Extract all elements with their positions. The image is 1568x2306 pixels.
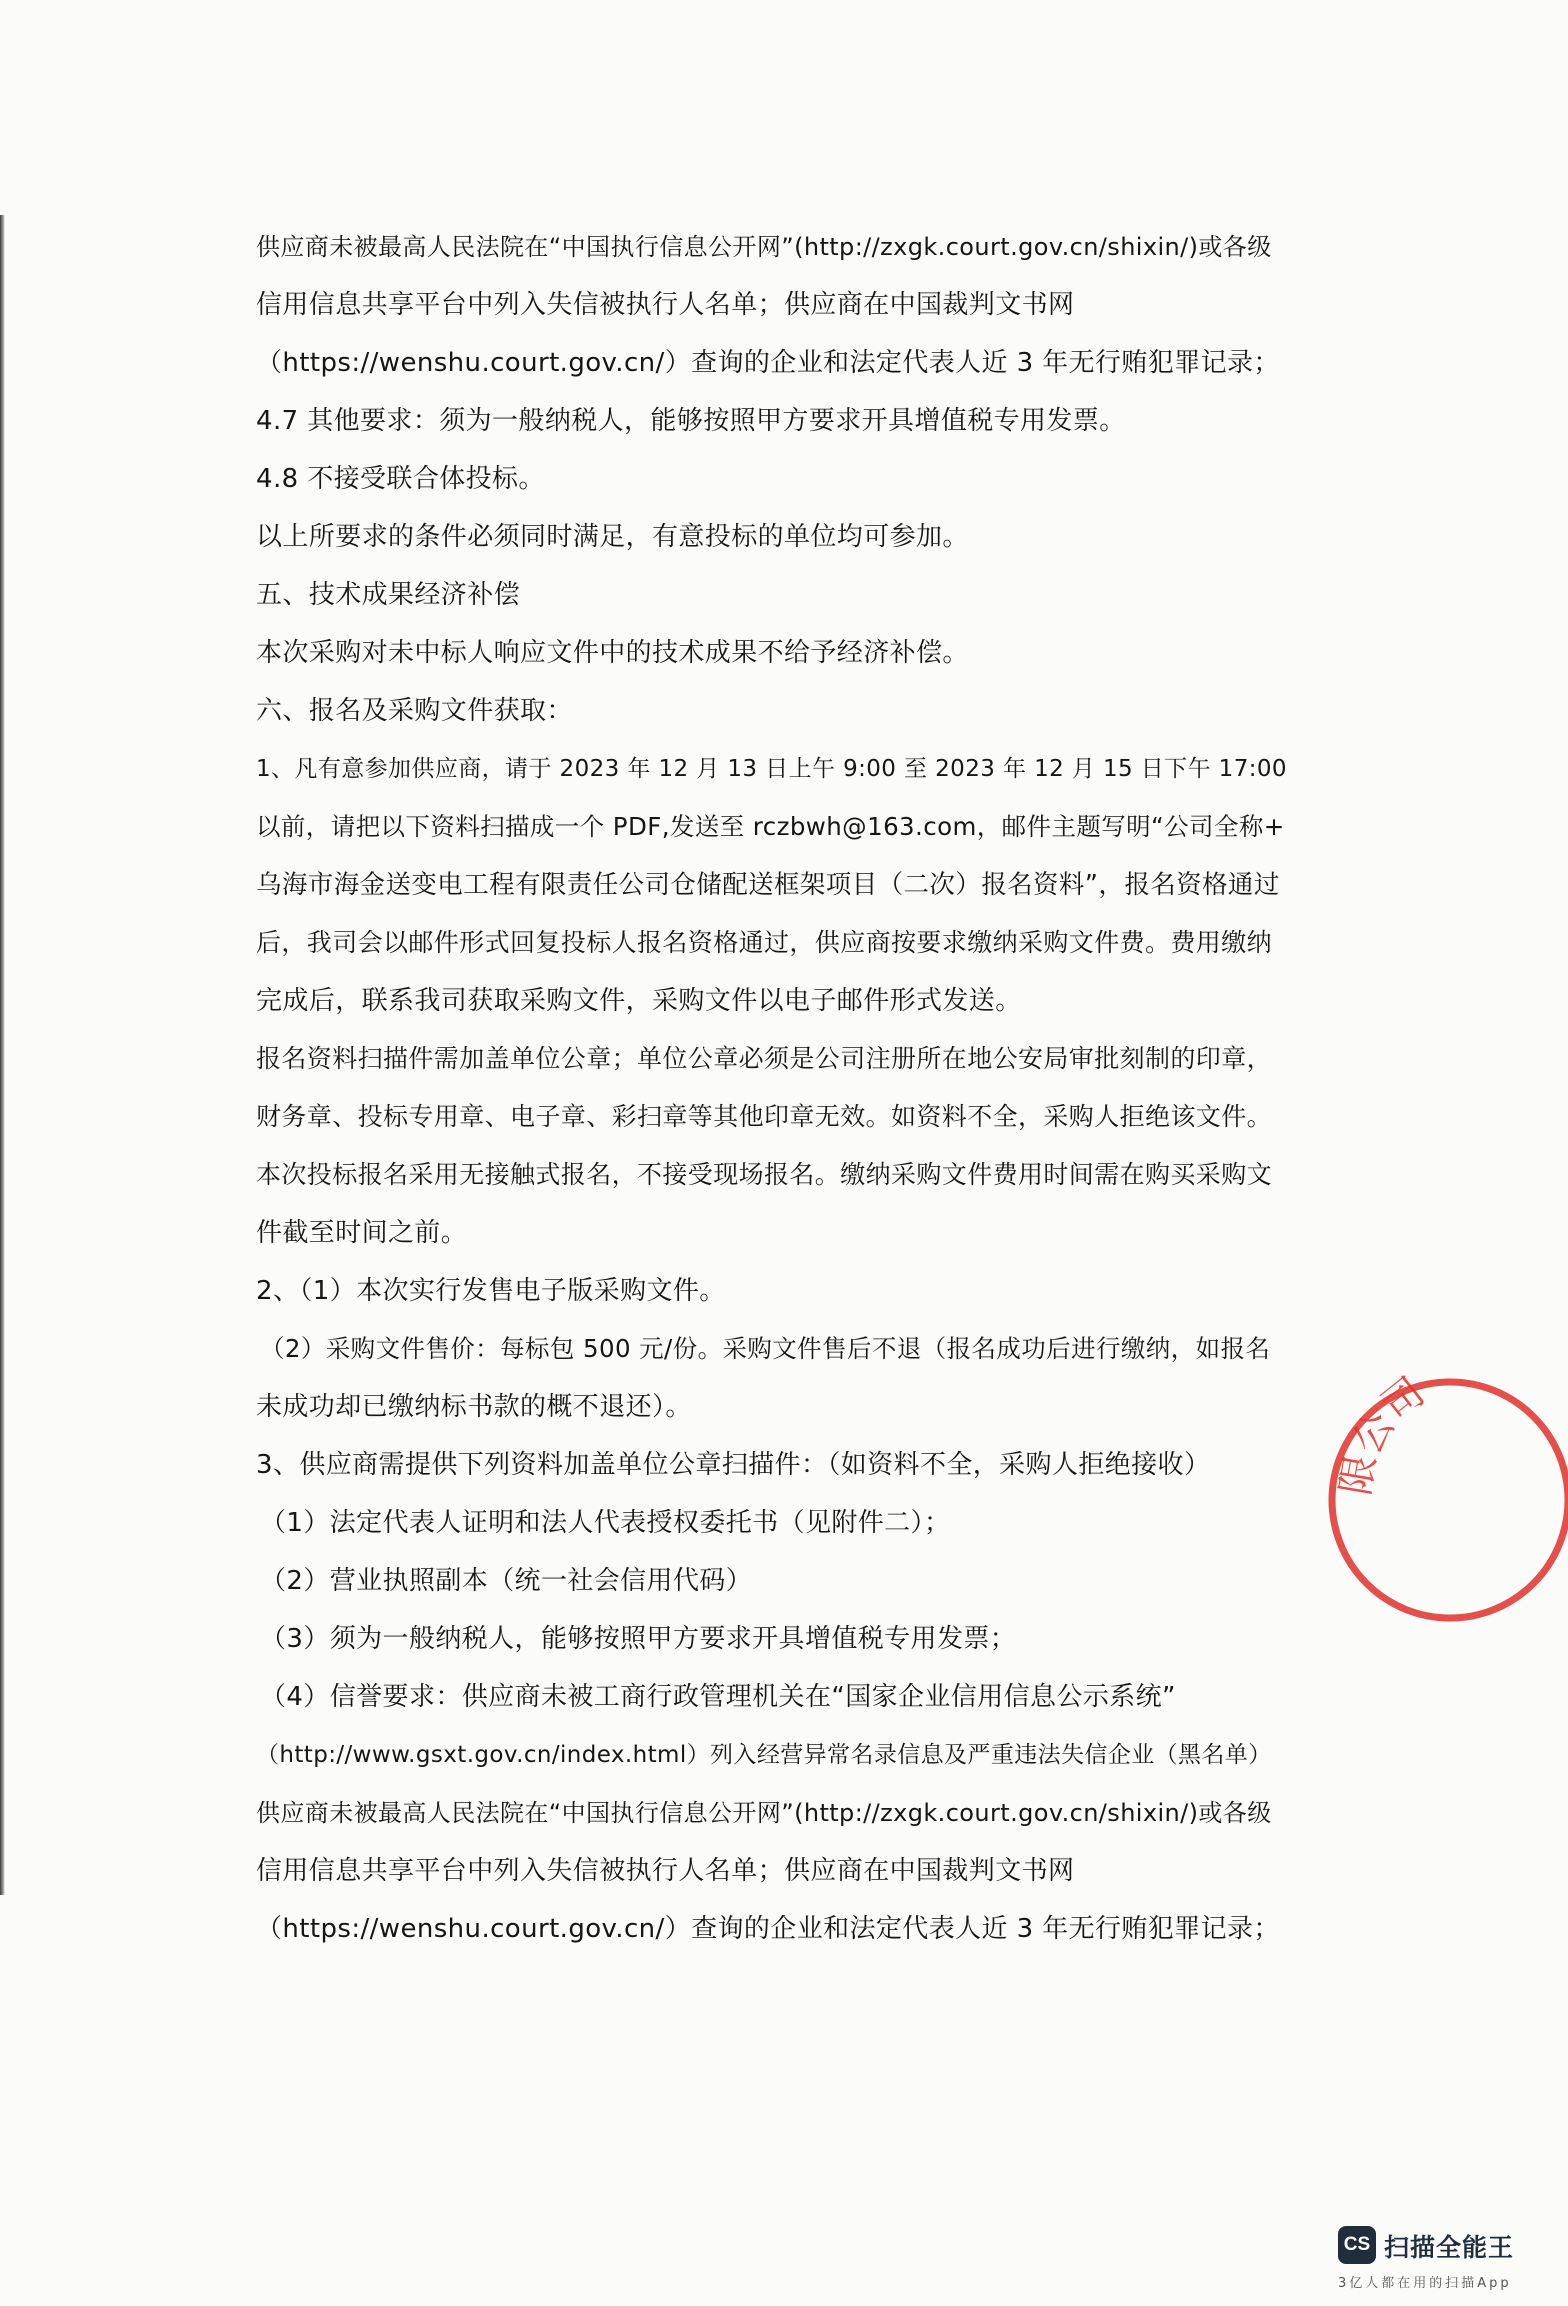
text-line: 1、凡有意参加供应商，请于 2023 年 12 月 13 日上午 9:00 至 2023 年 12 月 15 日下午 17:00	[256, 756, 1287, 782]
text-line: （https://wenshu.court.gov.cn/）查询的企业和法定代表人近 3 年无行贿犯罪记录；	[256, 348, 1280, 378]
text-line: 乌海市海金送变电工程有限责任公司仓储配送框架项目（二次）报名资料”，报名资格通过	[256, 870, 1280, 900]
text-line: 财务章、投标专用章、电子章、彩扫章等其他印章无效。如资料不全，采购人拒绝该文件。	[256, 1102, 1273, 1131]
text-line: （3）须为一般纳税人，能够按照甲方要求开具增值税专用发票；	[260, 1624, 1017, 1654]
text-line: 信用信息共享平台中列入失信被执行人名单；供应商在中国裁判文书网	[256, 1856, 1075, 1886]
text-line: 本次投标报名采用无接触式报名，不接受现场报名。缴纳采购文件费用时间需在购买采购文	[256, 1160, 1273, 1189]
seal-text: 限公司	[1332, 1369, 1434, 1499]
scanner-watermark	[1338, 2226, 1538, 2294]
text-line: 本次采购对未中标人响应文件中的技术成果不给予经济补偿。	[256, 638, 969, 668]
text-line: 后，我司会以邮件形式回复投标人报名资格通过，供应商按要求缴纳采购文件费。费用缴纳	[256, 928, 1273, 957]
text-line: 未成功却已缴纳标书款的概不退还）。	[256, 1392, 692, 1422]
text-line: （2）营业执照副本（统一社会信用代码）	[260, 1566, 753, 1596]
text-line: 件截至时间之前。	[256, 1218, 468, 1248]
text-line: （4）信誉要求：供应商未被工商行政管理机关在“国家企业信用信息公示系统”	[260, 1682, 1176, 1712]
text-line: 供应商未被最高人民法院在“中国执行信息公开网”(http://zxgk.court.gov.cn/shixin/)或各级	[256, 233, 1272, 261]
text-line: （https://wenshu.court.gov.cn/）查询的企业和法定代表人近 3 年无行贿犯罪记录；	[256, 1914, 1280, 1944]
text-line: 供应商未被最高人民法院在“中国执行信息公开网”(http://zxgk.court.gov.cn/shixin/)或各级	[256, 1799, 1272, 1827]
camscanner-logo-icon: CS	[1338, 2226, 1376, 2264]
text-line: 报名资料扫描件需加盖单位公章；单位公章必须是公司注册所在地公安局审批刻制的印章，	[256, 1044, 1273, 1073]
text-line: 以前，请把以下资料扫描成一个 PDF,发送至 rczbwh@163.com，邮件主题写明“公司全称+	[256, 812, 1285, 841]
text-line: 3、供应商需提供下列资料加盖单位公章扫描件：（如资料不全，采购人拒绝接收）	[256, 1450, 1211, 1480]
watermark-title: 扫描全能王	[1384, 2233, 1515, 2262]
watermark-subtitle: 3亿人都在用的扫描App	[1338, 2276, 1512, 2291]
company-seal-stamp	[1300, 1330, 1568, 1630]
text-line: 4.8 不接受联合体投标。	[256, 464, 545, 494]
scan-edge-shadow	[0, 215, 5, 1895]
section-heading: 六、报名及采购文件获取：	[256, 696, 573, 726]
text-line: 4.7 其他要求：须为一般纳税人，能够按照甲方要求开具增值税专用发票。	[256, 406, 1126, 436]
text-line: 完成后，联系我司获取采购文件，采购文件以电子邮件形式发送。	[256, 986, 1022, 1016]
text-line: （1）法定代表人证明和法人代表授权委托书（见附件二）；	[260, 1508, 951, 1538]
document-body	[256, 218, 1288, 1958]
text-line: 2、（1）本次实行发售电子版采购文件。	[256, 1276, 726, 1306]
text-line: （http://www.gsxt.gov.cn/index.html）列入经营异常名录信息及严重违法失信企业（黑名单）	[256, 1742, 1272, 1768]
text-line: 以上所要求的条件必须同时满足，有意投标的单位均可参加。	[256, 522, 969, 552]
text-line: 信用信息共享平台中列入失信被执行人名单；供应商在中国裁判文书网	[256, 290, 1075, 320]
text-line: （2）采购文件售价：每标包 500 元/份。采购文件售后不退（报名成功后进行缴纳，如报名	[260, 1334, 1271, 1363]
section-heading: 五、技术成果经济补偿	[256, 580, 521, 610]
